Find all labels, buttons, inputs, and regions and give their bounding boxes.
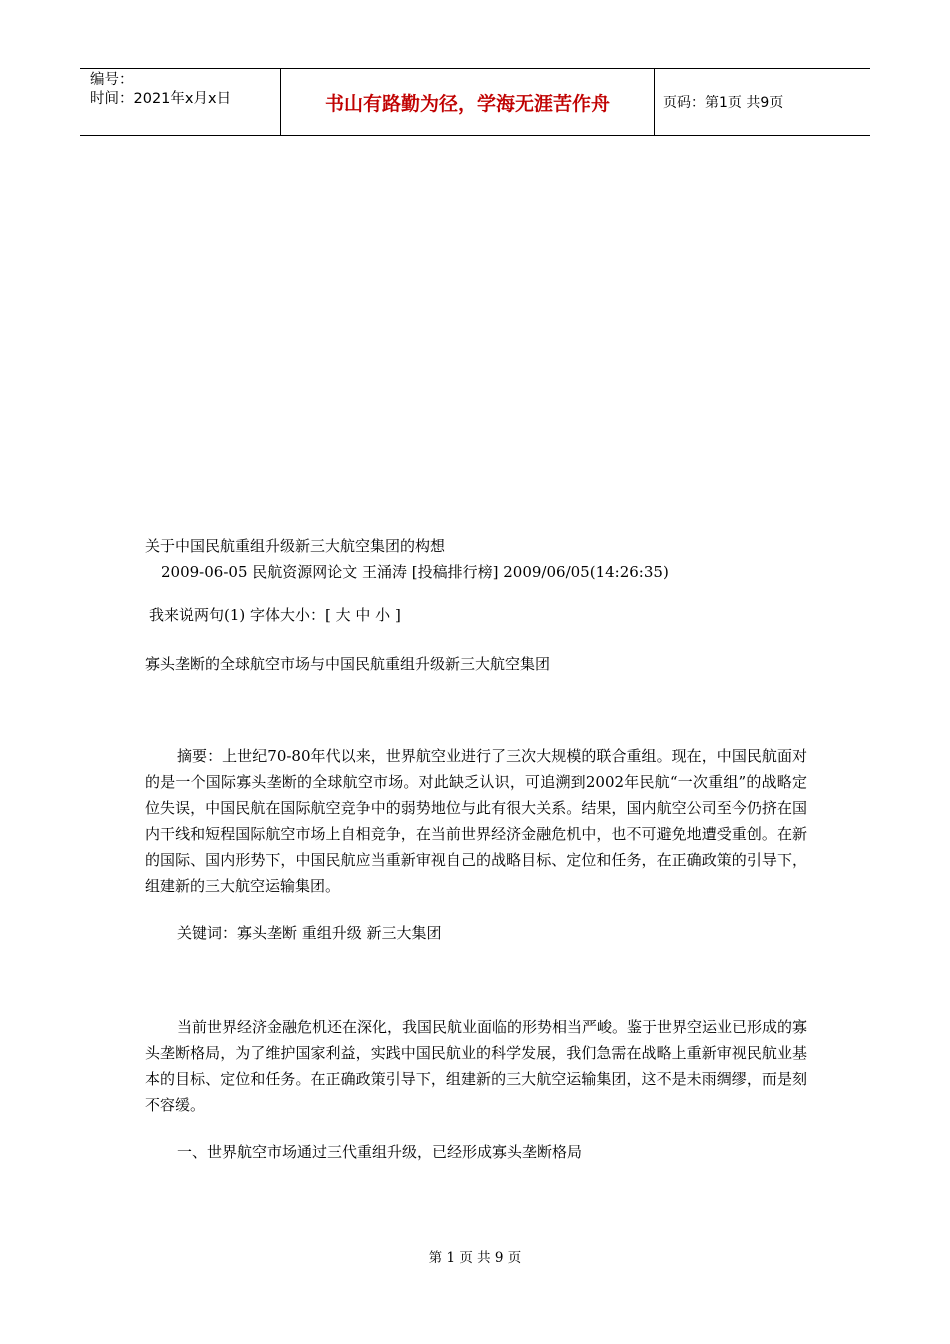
keywords-paragraph: 关键词：寡头垄断 重组升级 新三大集团 [177, 924, 442, 942]
intro-paragraph: 当前世界经济金融危机还在深化，我国民航业面临的形势相当严峻。鉴于世界空运业已形成的寡头垄断格局，为了维护国家利益，实践中国民航业的科学发展，我们急需在战略上重新审视民航业基本的目标、定位和任务。在正确政策引导下，组建新的三大航空运输集团，这不是未雨绸缪，而是刻不容缓。 [145, 1018, 808, 1114]
header-motto: 书山有路勤为径，学海无涯苦作舟 [281, 69, 655, 135]
article-meta: 2009-06-05 民航资源网论文 王涌涛 [投稿排行榜] 2009/06/05(14:26:35) [161, 563, 669, 581]
section-heading: 一、世界航空市场通过三代重组升级，已经形成寡头垄断格局 [177, 1143, 583, 1161]
abstract-paragraph: 摘要：上世纪70-80年代以来，世界航空业进行了三次大规模的联合重组。现在，中国民航面对的是一个国际寡头垄断的全球航空市场。对此缺乏认识，可追溯到2002年民航“一次重组”的战略定位失误，中国民航在国际航空竞争中的弱势地位与此有很大关系。结果，国内航空公司至今仍挤在国内干线和短程国际航空市场上自相竞争，在当前世界经济金融危机中，也不可避免地遭受重创。在新的国际、国内形势下，中国民航应当重新审视自己的战略目标、定位和任务，在正确政策的引导下，组建新的三大航空运输集团。 [145, 747, 807, 895]
header-info-cell [80, 69, 281, 135]
number-label: 编号： [90, 72, 134, 88]
document-title: 关于中国民航重组升级新三大航空集团的构想 [145, 537, 446, 555]
comment-font-size-line: 我来说两句(1) 字体大小：[ 大 中 小 ] [149, 606, 401, 624]
document-header [80, 68, 870, 136]
header-page-info: 页码：第1页 共9页 [663, 95, 784, 111]
page-footer: 第 1 页 共 9 页 [428, 1250, 522, 1266]
article-subtitle: 寡头垄断的全球航空市场与中国民航重组升级新三大航空集团 [145, 655, 551, 673]
document-body [145, 533, 807, 1165]
time-label: 时间：2021年x月x日 [90, 91, 232, 107]
